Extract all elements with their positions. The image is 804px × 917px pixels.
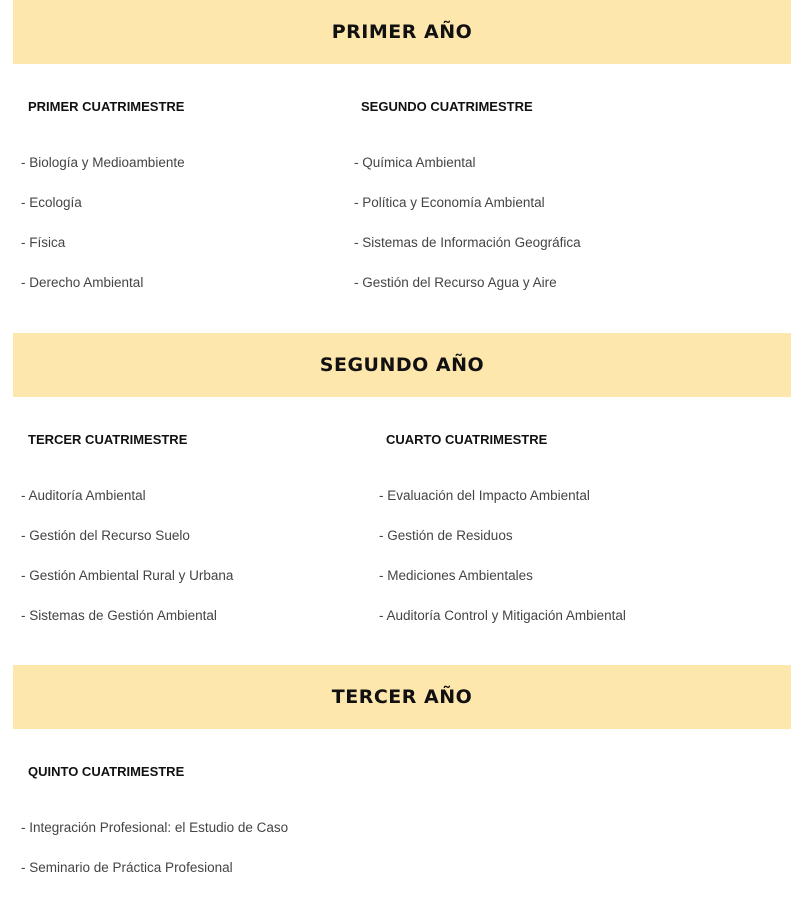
semester-title: CUARTO CUATRIMESTRE: [386, 432, 548, 447]
semester-block-3: [21, 432, 233, 647]
year-title: TERCER AÑO: [331, 686, 473, 708]
subject-item: - Política y Economía Ambiental: [354, 195, 545, 210]
semester-title: SEGUNDO CUATRIMESTRE: [361, 99, 533, 114]
subject-item: - Sistemas de Gestión Ambiental: [21, 608, 217, 623]
subject-item: - Ecología: [21, 195, 82, 210]
subject-item: - Evaluación del Impacto Ambiental: [379, 488, 590, 503]
semester-title: QUINTO CUATRIMESTRE: [28, 764, 185, 779]
subject-item: - Gestión del Recurso Suelo: [21, 528, 190, 543]
semester-block-4: [379, 432, 626, 647]
semester-block-2: [354, 99, 581, 314]
subject-item: - Física: [21, 235, 66, 250]
subject-item: - Auditoría Control y Mitigación Ambiental: [379, 608, 626, 623]
year-title: SEGUNDO AÑO: [319, 354, 485, 376]
subject-list: [21, 819, 288, 876]
subject-item: - Gestión del Recurso Agua y Aire: [354, 275, 557, 290]
semester-title: PRIMER CUATRIMESTRE: [28, 99, 185, 114]
subject-item: - Integración Profesional: el Estudio de Caso: [21, 820, 289, 835]
subject-item: - Derecho Ambiental: [21, 275, 144, 290]
subject-list: [354, 154, 581, 291]
subject-item: - Gestión de Residuos: [379, 528, 513, 543]
subject-item: - Auditoría Ambiental: [21, 488, 146, 503]
subject-item: - Seminario de Práctica Profesional: [21, 860, 233, 875]
subject-item: - Química Ambiental: [354, 155, 476, 170]
year-header-2: [13, 333, 791, 397]
subject-list: [21, 154, 185, 291]
year-header-1: [13, 0, 791, 64]
subject-list: [379, 487, 626, 624]
semester-block-1: [21, 99, 185, 314]
semester-block-5: [21, 764, 288, 899]
semester-title: TERCER CUATRIMESTRE: [28, 432, 188, 447]
subject-item: - Mediciones Ambientales: [379, 568, 533, 583]
subject-item: - Sistemas de Información Geográfica: [354, 235, 581, 250]
subject-list: [21, 487, 233, 624]
year-title: PRIMER AÑO: [331, 21, 473, 43]
subject-item: - Gestión Ambiental Rural y Urbana: [21, 568, 234, 583]
subject-item: - Biología y Medioambiente: [21, 155, 185, 170]
year-header-3: [13, 665, 791, 729]
